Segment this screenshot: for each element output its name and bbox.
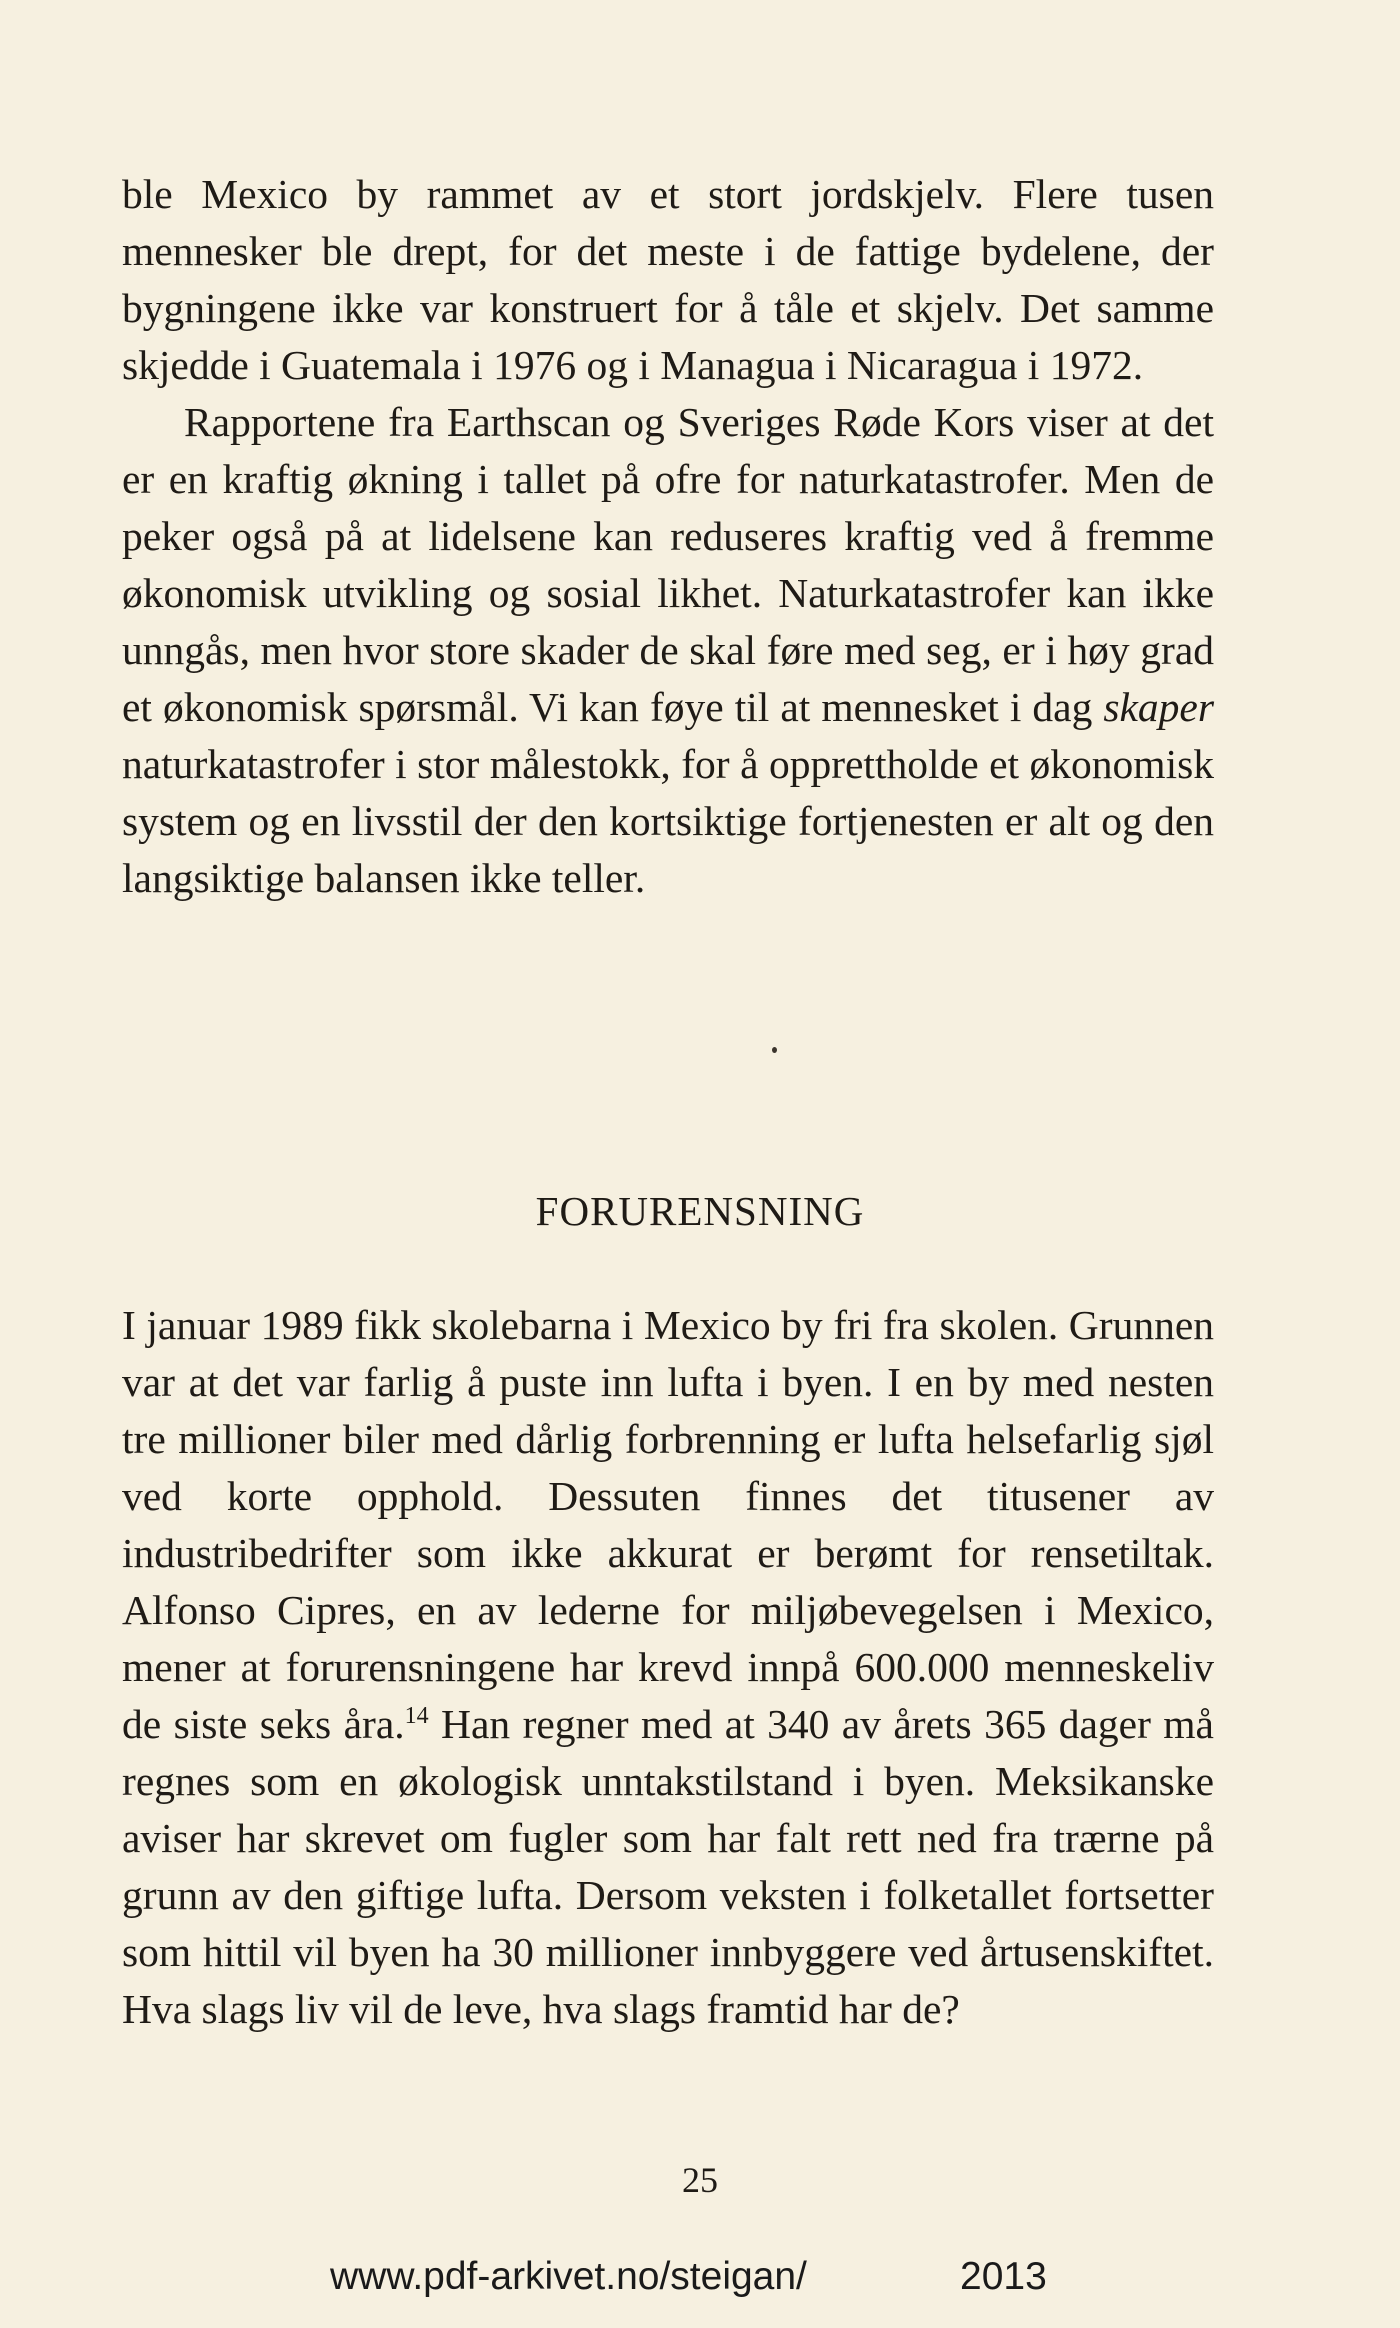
paragraph-earthscan-text-b: naturkatastrofer i stor målestokk, for å opprettholde et økonomisk system og en livsstil der den kortsiktige fortjenesten er alt og den langsiktige balansen ikke teller. — [122, 741, 1214, 901]
paragraph-pollution-text-a: I januar 1989 fikk skolebarna i Mexico by fri fra skolen. Grunnen var at det var farlig å puste inn lufta i byen. I en by med nesten tre millioner biler med dårlig forbrenning er lufta helsefarlig sjøl ved korte opphold. Dessuten finnes det titusener av industribedrifter som ikke akkurat er berømt for rensetiltak. Alfonso Cipres, en av lederne for miljøbevegelsen i Mexico, mener at forurensningene har krevd innpå 600.000 menneskeliv de siste seks åra. — [122, 1302, 1214, 1747]
paragraph-earthscan-text-a: Rapportene fra Earthscan og Sveriges Røde Kors viser at det er en kraftig økning i tallet på ofre for naturkatastrofer. Men de peker også på at lidelsene kan reduseres kraftig ved å fremme økonomisk utvikling og sosial likhet. Naturkatastrofer kan ikke unngås, men hvor store skader de skal føre med seg, er i høy grad et økonomisk spørsmål. Vi kan føye til at mennesket i dag — [122, 399, 1214, 730]
footer-year: 2013 — [960, 2255, 1047, 2298]
body-text-lower — [122, 1297, 1214, 2038]
section-heading: FORURENSNING — [535, 1188, 865, 1234]
italic-emphasis: skaper — [1103, 684, 1214, 730]
footer-watermark — [330, 2252, 1090, 2302]
page-number: 25 — [682, 2160, 718, 2200]
footer-url: www.pdf-arkivet.no/steigan/ — [330, 2255, 807, 2298]
paragraph-earthscan — [122, 394, 1214, 907]
body-text-upper — [122, 166, 1214, 907]
paragraph-pollution — [122, 1297, 1214, 2038]
footnote-marker: 14 — [404, 1703, 429, 1729]
paragraph-pollution-text-b: Han regner med at 340 av årets 365 dager må regnes som en økologisk unntakstilstand i byen. Meksikanske aviser har skrevet om fugler som har falt rett ned fra trærne på grunn av den giftige lufta. Dersom veksten i folketallet fortsetter som hittil vil byen ha 30 millioner innbyggere ved årtusenskiftet. Hva slags liv vil de leve, hva slags framtid har de? — [122, 1701, 1214, 2032]
paragraph-continuation: ble Mexico by rammet av et stort jordskjelv. Flere tusen mennesker ble drept, for det meste i de fattige bydelene, der bygningene ikke var konstruert for å tåle et skjelv. Det samme skjedde i Guatemala i 1976 og i Managua i Nicaragua i 1972. — [122, 171, 1214, 388]
section-separator-dot — [772, 1047, 777, 1053]
